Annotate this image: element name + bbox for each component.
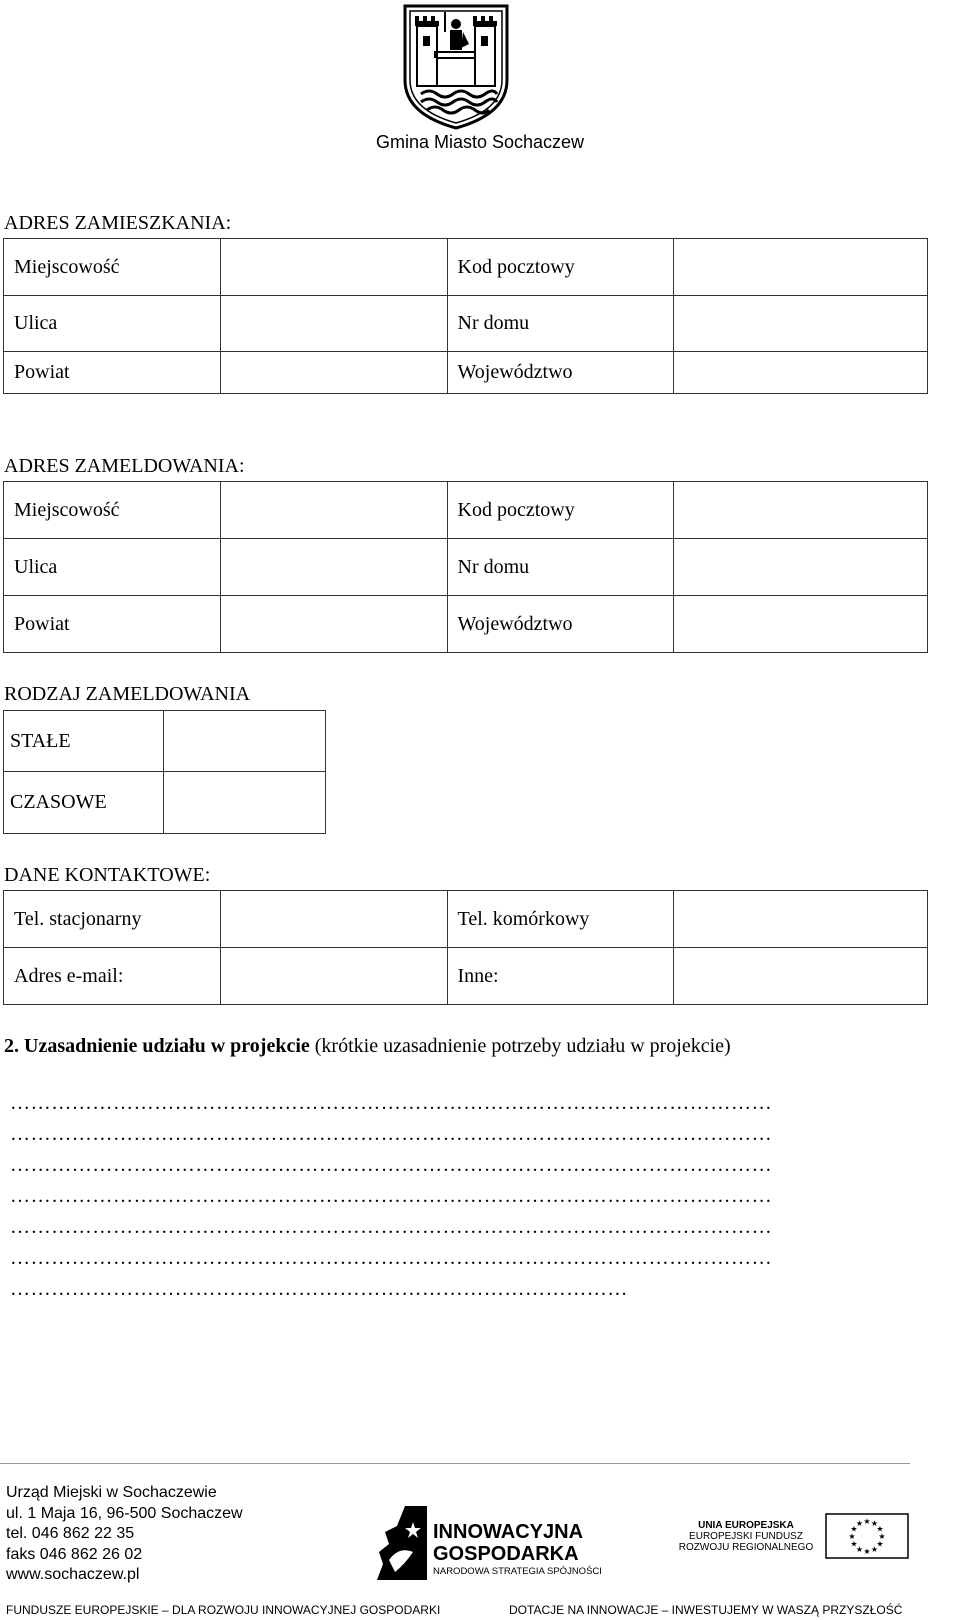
field-label: Ulica bbox=[4, 539, 221, 596]
eu-star-icon: ★ bbox=[850, 1539, 858, 1549]
innovative-economy-logo bbox=[375, 1502, 625, 1582]
justification-note: (krótkie uzasadnienie potrzeby udziału w projekcie) bbox=[314, 1035, 731, 1057]
residence-address-heading: ADRES ZAMIESZKANIA: bbox=[4, 212, 232, 234]
email-input[interactable] bbox=[220, 948, 447, 1005]
answer-line[interactable]: ………………………………………………………………………………………………… bbox=[10, 1216, 773, 1238]
field-label: Kod pocztowy bbox=[447, 239, 674, 296]
municipality-name: Gmina Miasto Sochaczew bbox=[375, 132, 585, 152]
office-line: Urząd Miejski w Sochaczewie bbox=[6, 1484, 217, 1501]
table-row bbox=[4, 239, 928, 296]
contact-table bbox=[3, 890, 928, 1005]
landline-input[interactable] bbox=[220, 891, 447, 948]
table-row bbox=[4, 891, 928, 948]
office-line: tel. 046 862 22 35 bbox=[6, 1525, 135, 1542]
street-input[interactable] bbox=[220, 539, 447, 596]
eu-star-icon: ★ bbox=[863, 1517, 871, 1526]
eu-fund-label: UNIA EUROPEJSKA EUROPEJSKI FUNDUSZ ROZWOJU REGIONALNEGO bbox=[678, 1520, 814, 1553]
house-number-input[interactable] bbox=[674, 296, 928, 352]
voivodeship-input[interactable] bbox=[674, 596, 928, 653]
justification-title: 2. Uzasadnienie udziału w projekcie bbox=[4, 1035, 310, 1057]
eu-star-icon: ★ bbox=[855, 1545, 864, 1554]
office-address bbox=[6, 1483, 243, 1586]
field-label: Kod pocztowy bbox=[447, 482, 674, 539]
footer-slogan-left: FUNDUSZE EUROPEJSKIE – DLA ROZWOJU INNOWACYJNEJ GOSPODARKI bbox=[6, 1603, 441, 1617]
option-label: CZASOWE bbox=[4, 772, 164, 834]
field-label: Nr domu bbox=[447, 296, 674, 352]
answer-line[interactable]: ………………………………………………………………………………………………… bbox=[10, 1247, 773, 1269]
eu-star-icon: ★ bbox=[870, 1519, 879, 1528]
temporary-checkbox-cell[interactable] bbox=[163, 772, 325, 834]
table-row bbox=[4, 772, 326, 834]
answer-line[interactable]: ………………………………………………………………………………………………… bbox=[10, 1123, 773, 1145]
registration-address-table bbox=[3, 481, 928, 653]
county-input[interactable] bbox=[220, 596, 447, 653]
city-input[interactable] bbox=[220, 482, 447, 539]
registration-address-heading: ADRES ZAMELDOWANIA: bbox=[4, 455, 245, 477]
eu-flag-icon bbox=[825, 1513, 909, 1559]
city-input[interactable] bbox=[220, 239, 447, 296]
table-row bbox=[4, 296, 928, 352]
table-row bbox=[4, 352, 928, 394]
street-input[interactable] bbox=[220, 296, 447, 352]
registration-type-heading: RODZAJ ZAMELDOWANIA bbox=[4, 683, 251, 705]
county-input[interactable] bbox=[220, 352, 447, 394]
eu-star-icon: ★ bbox=[863, 1547, 871, 1556]
field-label: Miejscowość bbox=[4, 239, 221, 296]
field-label: Województwo bbox=[447, 352, 674, 394]
permanent-checkbox-cell[interactable] bbox=[163, 711, 325, 772]
table-row bbox=[4, 539, 928, 596]
field-label: Powiat bbox=[4, 352, 221, 394]
voivodeship-input[interactable] bbox=[674, 352, 928, 394]
answer-line[interactable]: ………………………………………………………………………………………………… bbox=[10, 1154, 773, 1176]
eu-star-icon: ★ bbox=[855, 1519, 864, 1528]
field-label: Powiat bbox=[4, 596, 221, 653]
answer-line[interactable]: ……………………………………………………………………………… bbox=[10, 1278, 628, 1300]
field-label: Tel. komórkowy bbox=[447, 891, 674, 948]
contact-heading: DANE KONTAKTOWE: bbox=[4, 864, 211, 886]
field-label: Inne: bbox=[447, 948, 674, 1005]
table-row bbox=[4, 596, 928, 653]
field-label: Województwo bbox=[447, 596, 674, 653]
office-line: faks 046 862 26 02 bbox=[6, 1545, 143, 1563]
field-label: Adres e-mail: bbox=[4, 948, 221, 1005]
field-label: Miejscowość bbox=[4, 482, 221, 539]
svg-text:NARODOWA STRATEGIA SPÓJNOŚCI: NARODOWA STRATEGIA SPÓJNOŚCI bbox=[433, 1566, 602, 1577]
municipal-crest-logo bbox=[401, 2, 511, 130]
office-line: ul. 1 Maja 16, 96-500 Sochaczew bbox=[6, 1504, 243, 1522]
justification-heading bbox=[4, 1035, 731, 1058]
postal-code-input[interactable] bbox=[674, 482, 928, 539]
eu-star-icon: ★ bbox=[848, 1532, 856, 1541]
table-row bbox=[4, 948, 928, 1005]
answer-line[interactable]: ………………………………………………………………………………………………… bbox=[10, 1092, 773, 1114]
mobile-input[interactable] bbox=[674, 891, 928, 948]
svg-text:GOSPODARKA: GOSPODARKA bbox=[433, 1543, 579, 1565]
eu-star-icon: ★ bbox=[870, 1545, 879, 1554]
field-label: Nr domu bbox=[447, 539, 674, 596]
footer-divider bbox=[0, 1463, 910, 1464]
eu-star-icon: ★ bbox=[850, 1524, 858, 1534]
svg-text:INNOWACYJNA: INNOWACYJNA bbox=[433, 1521, 584, 1543]
other-input[interactable] bbox=[674, 948, 928, 1005]
eu-star-icon: ★ bbox=[876, 1524, 884, 1534]
table-row bbox=[4, 711, 326, 772]
footer-slogan-right: DOTACJE NA INNOWACJE – INWESTUJEMY W WASZĄ PRZYSZŁOŚĆ bbox=[509, 1603, 903, 1617]
office-line: www.sochaczew.pl bbox=[6, 1566, 140, 1583]
answer-line[interactable]: ………………………………………………………………………………………………… bbox=[10, 1185, 773, 1207]
field-label: Ulica bbox=[4, 296, 221, 352]
eu-star-icon: ★ bbox=[876, 1539, 884, 1549]
residence-address-table bbox=[3, 238, 928, 394]
table-row bbox=[4, 482, 928, 539]
registration-type-table bbox=[3, 710, 326, 834]
eu-star-icon: ★ bbox=[878, 1532, 886, 1541]
field-label: Tel. stacjonarny bbox=[4, 891, 221, 948]
option-label: STAŁE bbox=[4, 711, 164, 772]
postal-code-input[interactable] bbox=[674, 239, 928, 296]
house-number-input[interactable] bbox=[674, 539, 928, 596]
